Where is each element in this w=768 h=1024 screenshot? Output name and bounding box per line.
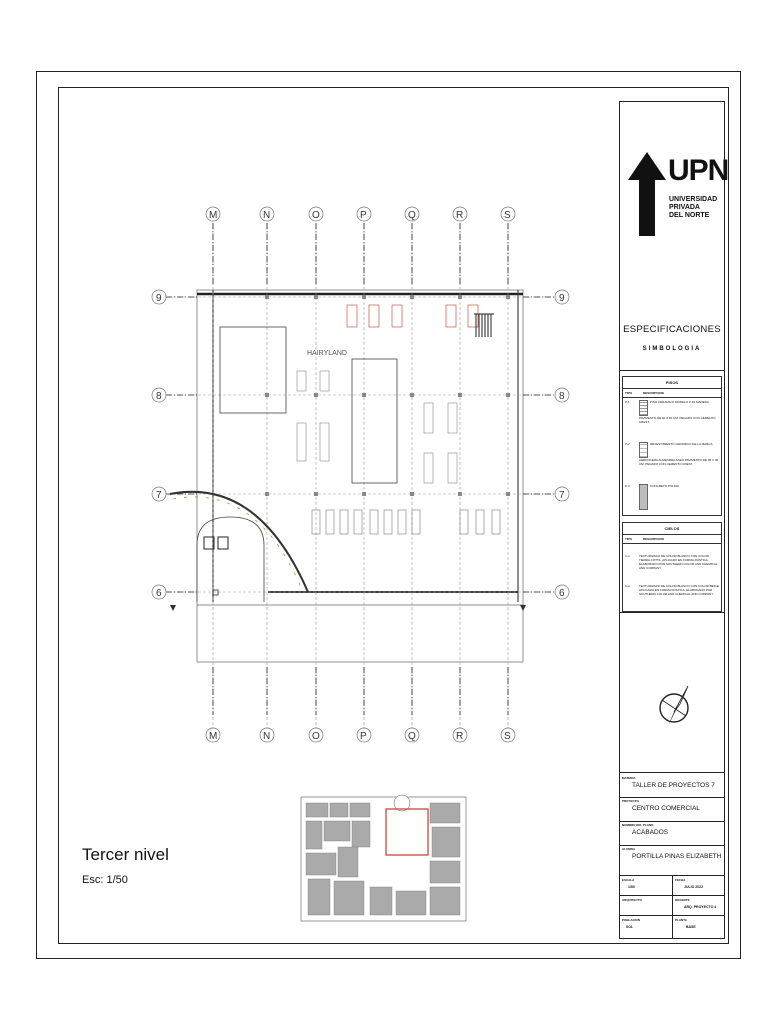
field-value: ACABADOS <box>632 829 669 836</box>
field-label: NOMBRE DEL PLANO <box>622 823 654 827</box>
pisos-row-desc: CONCRETO PULIDO <box>650 484 680 488</box>
pisos-row <box>623 398 721 426</box>
grid-col-top-n: N <box>263 210 271 221</box>
grid-col-bottom-s: S <box>504 731 511 742</box>
grid-col-top-o: O <box>312 210 320 221</box>
field-value: TALLER DE PROYECTOS 7 <box>632 782 715 789</box>
grid-lines-vertical <box>213 227 508 737</box>
planta-value: BASE <box>686 925 696 929</box>
poblacion-label: POBLACION <box>622 918 640 922</box>
grid-col-top-m: M <box>209 210 218 221</box>
pisos-row-tipo: P-1 <box>625 400 630 404</box>
grid-row-right-9: 9 <box>559 293 565 304</box>
grid-row-left-9: 9 <box>156 293 162 304</box>
upn-logo <box>628 152 729 242</box>
field-alumna <box>622 847 722 860</box>
field-materia <box>622 776 722 789</box>
grid-row-right-6: 6 <box>559 588 565 599</box>
grid-col-bottom-n: N <box>263 731 271 742</box>
north-arrow-icon <box>654 684 694 730</box>
pisos-row-desc: REVESTIMIENTO CERAMICO DE LA MARCA CERPOCERA ALMENDRA ASEO PAVIMENTO DE 45 X 45 CM. PEGADO CON CEMENTO CREST. <box>639 442 719 466</box>
upn-arrow-icon <box>628 152 666 236</box>
grid-lines-horizontal <box>168 297 553 592</box>
pisos-row-desc: PISO CERAMICO MODELO P-01 MADERA PAVIMENTO DE 60 X 60 CM. PEGADO CON CEMENTO CREST. <box>639 400 716 424</box>
grid-col-top-p: P <box>360 210 367 221</box>
specifications-title: ESPECIFICACIONES <box>623 324 721 335</box>
floor-void-center <box>352 359 397 483</box>
title-block <box>619 101 729 939</box>
plan-scale: Esc: 1/50 <box>82 874 128 886</box>
pisos-col-desc: DESCRIPCION <box>643 391 664 395</box>
grid-row-right-7: 7 <box>559 490 565 501</box>
cielos-row <box>623 552 721 572</box>
cielos-table <box>622 522 722 612</box>
escala-label: ESCALA <box>622 878 635 882</box>
pisos-col-tipo: TIPO <box>625 391 633 395</box>
field-value: PORTILLA PINAS ELIZABETH <box>632 853 722 860</box>
pisos-row-tipo: P-2 <box>625 442 630 446</box>
cielos-col-tipo: TIPO <box>625 537 633 541</box>
cielos-row-tipo: C-1 <box>625 554 630 558</box>
fecha-value: JULIO 2022 <box>684 885 704 889</box>
symbology-title: SIMBOLOGIA <box>642 346 702 352</box>
pisos-row <box>623 440 721 468</box>
pisos-row-tipo: P-3 <box>625 484 630 488</box>
pisos-header: PISOS <box>623 377 721 389</box>
grid-bubbles-left <box>152 290 166 599</box>
kiosk <box>197 517 264 602</box>
logo-sub-line-1: UNIVERSIDAD <box>669 196 718 203</box>
cielos-row <box>623 582 721 598</box>
logo-sub-line-3: DEL NORTE <box>669 212 710 219</box>
grid-row-left-6: 6 <box>156 588 162 599</box>
field-value: CENTRO COMERCIAL <box>632 805 700 812</box>
field-proyecto <box>622 799 722 812</box>
cielos-row-desc: TEXTURIZADO DE COLOR BLANCO CON COLOR TIERRA COTTA, APLICADO EN FORMA RUSTICA, ELABORADO POR SOUTHERN COLOR AND CHEMICAL AND COMPANY <box>639 554 718 570</box>
poblacion-value: SOL <box>626 925 634 929</box>
field-label: MATERIA <box>622 776 636 780</box>
pisos-table <box>622 376 722 516</box>
grid-col-top-r: R <box>456 210 464 221</box>
floor-plan <box>58 87 618 944</box>
docente-value: ARQ. PROYECTO 4 <box>684 905 717 909</box>
grid-col-bottom-m: M <box>209 731 218 742</box>
curved-facade <box>170 492 308 592</box>
grid-row-left-8: 8 <box>156 391 162 402</box>
docente-label: DOCENTE <box>675 898 690 902</box>
arquitecto-label: ARQUITECTO <box>622 898 642 902</box>
logo-text: UPN <box>668 154 729 187</box>
cielos-header: CIELOS <box>623 523 721 535</box>
building-outline <box>197 290 523 662</box>
field-nombre-plano <box>622 823 722 836</box>
field-label: ALUMNA <box>622 847 635 851</box>
grid-col-top-s: S <box>504 210 511 221</box>
grid-row-right-8: 8 <box>559 391 565 402</box>
grid-row-left-7: 7 <box>156 490 162 501</box>
cielos-row-desc: TEXTURIZADO DE COLOR BLANCO CON COLOR BEIGE APLICADO EN FORMA RUSTICA, ELABORADO POR SOUTHERN COLOR AND CHEMICAL AND COMPANY <box>639 584 719 596</box>
grid-col-top-q: Q <box>408 210 416 221</box>
grid-col-bottom-r: R <box>456 731 464 742</box>
floor-void-left <box>220 327 286 413</box>
escala-value: 1/50 <box>628 885 635 889</box>
logo-subtitle <box>669 196 719 220</box>
grid-col-bottom-q: Q <box>408 731 416 742</box>
store-label: HAIRYLAND <box>307 350 347 357</box>
key-plan <box>301 795 466 921</box>
planta-label: PLANTA <box>675 918 687 922</box>
grid-col-bottom-o: O <box>312 731 320 742</box>
grid-col-bottom-p: P <box>360 731 367 742</box>
plan-title: Tercer nivel <box>82 845 169 864</box>
grid-bubbles-right <box>555 290 569 599</box>
fecha-label: FECHA <box>675 878 686 882</box>
floor-plan-drawing <box>58 87 618 944</box>
cielos-row-tipo: C-2 <box>625 584 630 588</box>
field-label: PROYECTO <box>622 799 639 803</box>
pisos-row <box>623 482 721 512</box>
cielos-col-desc: DESCRIPCION <box>643 537 664 541</box>
logo-sub-line-2: PRIVADA <box>669 204 700 211</box>
